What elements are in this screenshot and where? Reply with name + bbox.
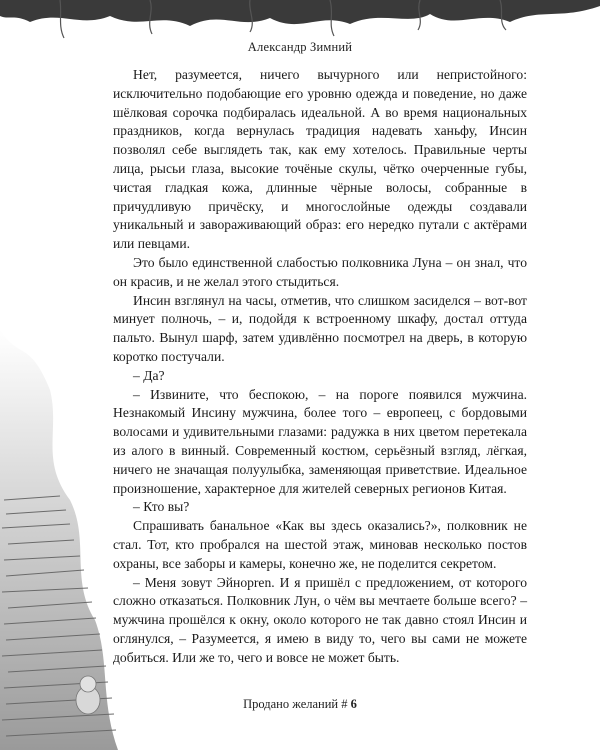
- page-number: 6: [350, 697, 357, 711]
- paragraph: Спрашивать банальное «Как вы здесь оказались?», полковник не стал. Тот, кто пробрался на шестой этаж, миновав несколько постов охраны, все заборы и камеры, конечно же, не поделится секретом.: [113, 518, 527, 571]
- paragraph: – Да?: [133, 367, 165, 383]
- paragraph: Это было единственной слабостью полковника Луна – он знал, что он красив, и не желал этого стыдиться.: [113, 254, 527, 289]
- paragraph: – Меня зовут Эйнорren. И я пришёл с предложением, от которого сложно отказаться. Полковник Лун, о чём вы мечтаете больше всего? – мужчина прошёлся к окну, около которого не так давно стоял Инсин и оглянулся, – Разумеется, я имею в виду то, чего вы сами не можете добиться. Или же то, чего и вовсе не может быть.: [113, 574, 527, 665]
- running-header: Александр Зимний: [247, 40, 353, 54]
- paragraph: – Кто вы?: [133, 499, 190, 515]
- paragraph: Инсин взглянул на часы, отметив, что слишком засиделся – вот-вот минует полночь, – и, подойдя к встроенному шкафу, достал оттуда пальто. Вынул шарф, затем удивлённо посмотрел на дверь, в которую коротко постучали.: [113, 292, 527, 364]
- body-text: [113, 66, 527, 668]
- paragraph: Нет, разумеется, ничего вычурного или непристойного: исключительно подобающие его уровню одежда и поведение, но даже шёлковая сорочка подбиралась идеальной. А во время национальных праздников, когда вернулась традиция надевать ханьфу, Инсин позволял себе выглядеть так, как ему хотелось. Правильные черты лица, рысьи глаза, высокие точёные скулы, чётко очерченные губы, чистая гладкая кожа, длинные чёрные волосы, собранные в причудливую причёску, и многослойные одежды создавали уникальный и завораживающий образ: его нередко путали с актёрами или певцами.: [113, 67, 527, 252]
- paragraph: – Извините, что беспокою, – на пороге появился мужчина. Незнакомый Инсину мужчина, более того – европеец, с бордовыми волосами и удивительными глазами: радужка в них цветом перетекала из алого в винный. Современный костюм, серьёзный взгляд, лёгкая, ничего не значащая полуулыбка, заменяющая приветствие. Идеальное произношение, характерное для жителей северных регионов Китая.: [113, 386, 527, 496]
- book-stack-illustration: [0, 300, 120, 750]
- running-footer: [0, 697, 600, 712]
- ink-decoration: [0, 0, 600, 40]
- book-title: Продано желаний #: [243, 697, 348, 711]
